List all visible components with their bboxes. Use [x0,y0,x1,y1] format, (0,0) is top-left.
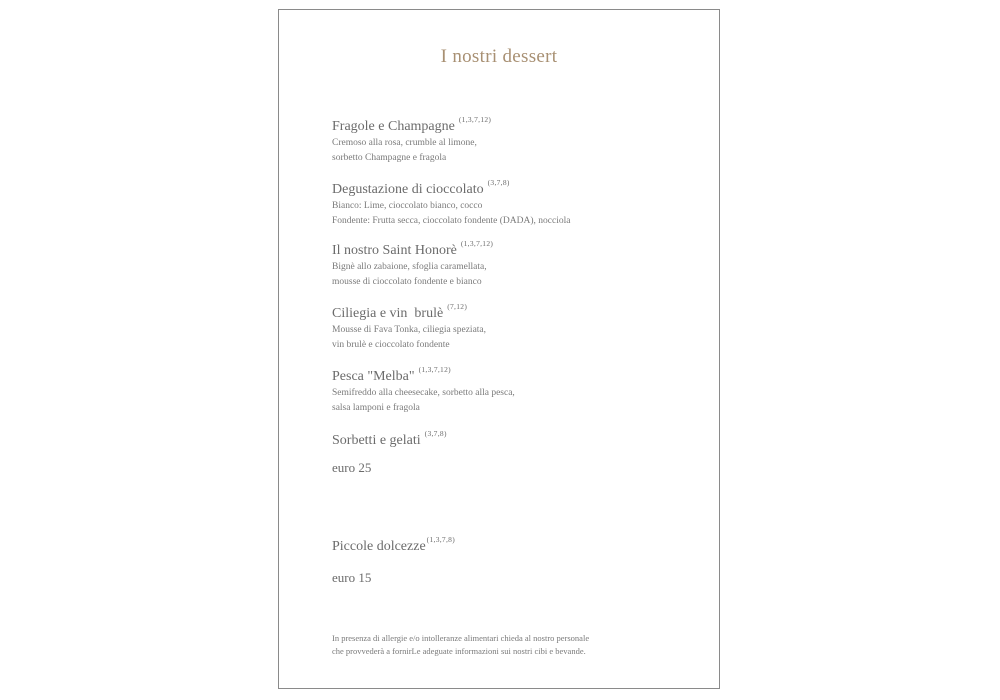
menu-item [332,235,702,290]
menu-item-name: Il nostro Saint Honorè [332,243,457,258]
menu-item-name: Piccole dolcezze [332,539,426,554]
menu-item-name: Ciliegia e vin brulè [332,306,444,321]
menu-item-description: mousse di cioccolato fondente e bianco [332,277,482,287]
menu-item [332,111,702,166]
menu-item-allergens: (1,3,7,8) [426,535,455,544]
menu-item-heading [332,425,702,450]
menu-item-heading [332,361,702,386]
allergy-notice-line: che provvederà a fornirLe adeguate informazioni sui nostri cibi e bevande. [332,646,586,656]
menu-item-allergens: (3,7,8) [424,429,447,438]
menu-item-description: vin brulè e cioccolato fondente [332,340,450,350]
menu-item [332,298,702,353]
menu-item-name: Degustazione di cioccolato [332,182,484,197]
menu-item [332,425,702,450]
menu-title: I nostri dessert [440,46,558,67]
menu-item-description: Bianco: Lime, cioccolato bianco, cocco [332,201,483,211]
price-label: euro 25 [332,460,372,475]
menu-item-description: Fondente: Frutta secca, cioccolato fondente (DADA), nocciola [332,216,571,226]
menu-item-heading [332,111,702,136]
allergy-notice [332,632,702,658]
menu-item-heading [332,235,702,260]
menu-item-description: sorbetto Champagne e fragola [332,153,447,163]
menu-item-description: Mousse di Fava Tonka, ciliegia speziata, [332,325,487,335]
menu-item-allergens: (7,12) [447,302,468,311]
menu-item-heading [332,174,702,199]
menu-item-name: Sorbetti e gelati [332,433,421,448]
menu-item-allergens: (1,3,7,12) [458,115,492,124]
menu-item-description: salsa lamponi e fragola [332,403,420,413]
menu-item-description: Semifreddo alla cheesecake, sorbetto alla pesca, [332,388,515,398]
menu-item-description: Cremoso alla rosa, crumble al limone, [332,138,477,148]
menu-item-heading [332,531,702,556]
menu-item-name: Pesca "Melba" [332,369,415,384]
allergy-notice-line: In presenza di allergie e/o intolleranze alimentari chieda al nostro personale [332,633,590,643]
menu-item-extra [332,531,702,556]
menu-page [278,9,720,689]
menu-item-name: Fragole e Champagne [332,119,455,134]
menu-item-description: Bignè allo zabaione, sfoglia caramellata, [332,262,487,272]
price-label: euro 15 [332,570,372,585]
menu-item-allergens: (1,3,7,12) [418,365,451,374]
menu-item-allergens: (3,7,8) [487,178,510,187]
menu-item-heading [332,298,702,323]
menu-item [332,361,702,416]
menu-item-allergens: (1,3,7,12) [460,239,494,248]
menu-item [332,174,702,229]
